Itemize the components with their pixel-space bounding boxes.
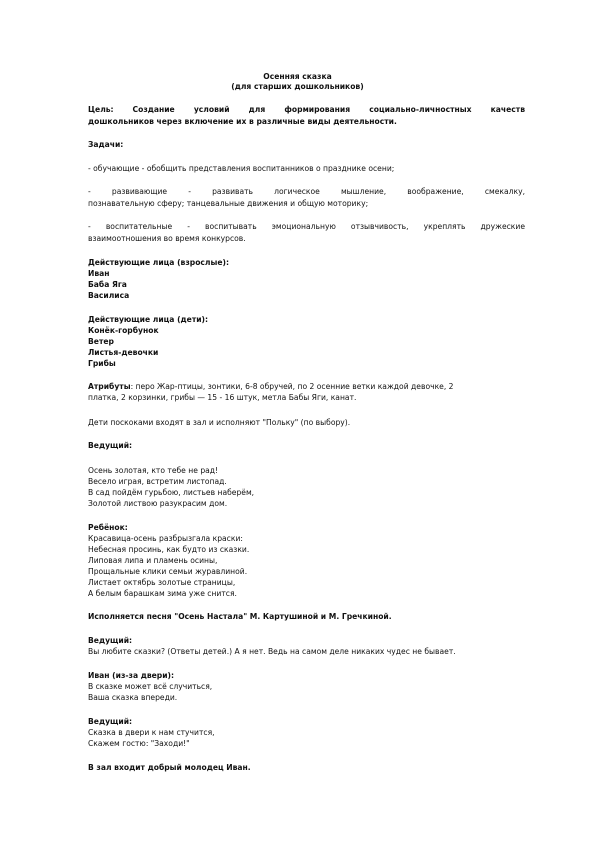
attributes-text-1: : перо Жар-птицы, зонтики, 6-8 обручей, по 2 осенние ветки каждой девочке, 2	[130, 382, 454, 391]
document-subtitle: (для старших дошкольников)	[231, 82, 364, 91]
poem-line: А белым барашкам зима уже снится.	[88, 589, 237, 598]
host-line: Сказка в двери к нам стучится,	[88, 728, 215, 737]
poem-line: Прощальные клики семьи журавлиной.	[88, 567, 248, 576]
child-role-item: Конёк-горбунок	[88, 326, 159, 335]
task-2-line-2: познавательную сферу; танцевальные движения и общую моторику;	[88, 199, 369, 208]
adult-item: Баба Яга	[88, 280, 127, 289]
host-line: Скажем гостю: "Заходи!"	[88, 739, 190, 748]
poem-line: Красавица-осень разбрызгала краски:	[88, 534, 243, 543]
child-role-item: Грибы	[88, 359, 116, 368]
task-2-line-1: - развивающие - развивать логическое мышление, воображение, смекалку,	[88, 187, 525, 196]
host-label: Ведущий:	[88, 717, 133, 726]
children-heading: Действующие лица (дети):	[88, 315, 209, 324]
poem-line: Липовая липа и пламень осины,	[88, 556, 218, 565]
poem-line: В сад пойдём гурьбою, листьев наберём,	[88, 488, 255, 497]
task-3-line-2: взаимоотношения во время конкурсов.	[88, 234, 246, 243]
poem-line: Весело играя, встретим листопад.	[88, 477, 227, 486]
goal-line-2: дошкольников через включение их в различные виды деятельности.	[88, 117, 397, 126]
adult-item: Иван	[88, 269, 110, 278]
child-label: Ребёнок:	[88, 523, 128, 532]
ivan-line: В сказке может всё случиться,	[88, 682, 213, 691]
song-note: Исполняется песня "Осень Настала" М. Картушиной и М. Гречкиной.	[88, 612, 392, 621]
host-speech: Вы любите сказки? (Ответы детей.) А я нет. Ведь на самом деле никаких чудес не бывает.	[88, 647, 456, 656]
host-label: Ведущий:	[88, 636, 133, 645]
child-role-item: Ветер	[88, 337, 114, 346]
closing-note: В зал входит добрый молодец Иван.	[88, 763, 251, 772]
task-3-line-1: - воспитательные - воспитывать эмоциональную отзывчивость, укреплять дружеские	[88, 222, 525, 231]
task-1: - обучающие - обобщить представления воспитанников о празднике осени;	[88, 164, 395, 173]
child-role-item: Листья-девочки	[88, 348, 159, 357]
adult-item: Василиса	[88, 291, 130, 300]
poem-line: Осень золотая, кто тебе не рад!	[88, 466, 219, 475]
ivan-label: Иван (из-за двери):	[88, 671, 175, 680]
attributes-line-1	[88, 382, 454, 392]
goal-text-1: Создание условий для формирования социально-личностных качеств	[132, 105, 525, 114]
host-label: Ведущий:	[88, 441, 133, 450]
entrance-text: Дети поскоками входят в зал и исполняют "Польку" (по выбору).	[88, 418, 351, 427]
poem-line: Листает октябрь золотые страницы,	[88, 578, 236, 587]
attributes-label: Атрибуты	[88, 382, 131, 391]
goal-line-1	[88, 105, 525, 115]
poem-line: Небесная просинь, как будто из сказки.	[88, 545, 250, 554]
goal-label: Цель:	[88, 105, 114, 114]
attributes-line-2: платка, 2 корзинки, грибы — 15 - 16 штук, метла Бабы Яги, канат.	[88, 393, 357, 402]
ivan-line: Ваша сказка впереди.	[88, 693, 178, 702]
document-title: Осенняя сказка	[263, 72, 332, 81]
tasks-heading: Задачи:	[88, 140, 124, 149]
adults-heading: Действующие лица (взрослые):	[88, 258, 229, 267]
poem-line: Золотой листвою разукрасим дом.	[88, 499, 228, 508]
